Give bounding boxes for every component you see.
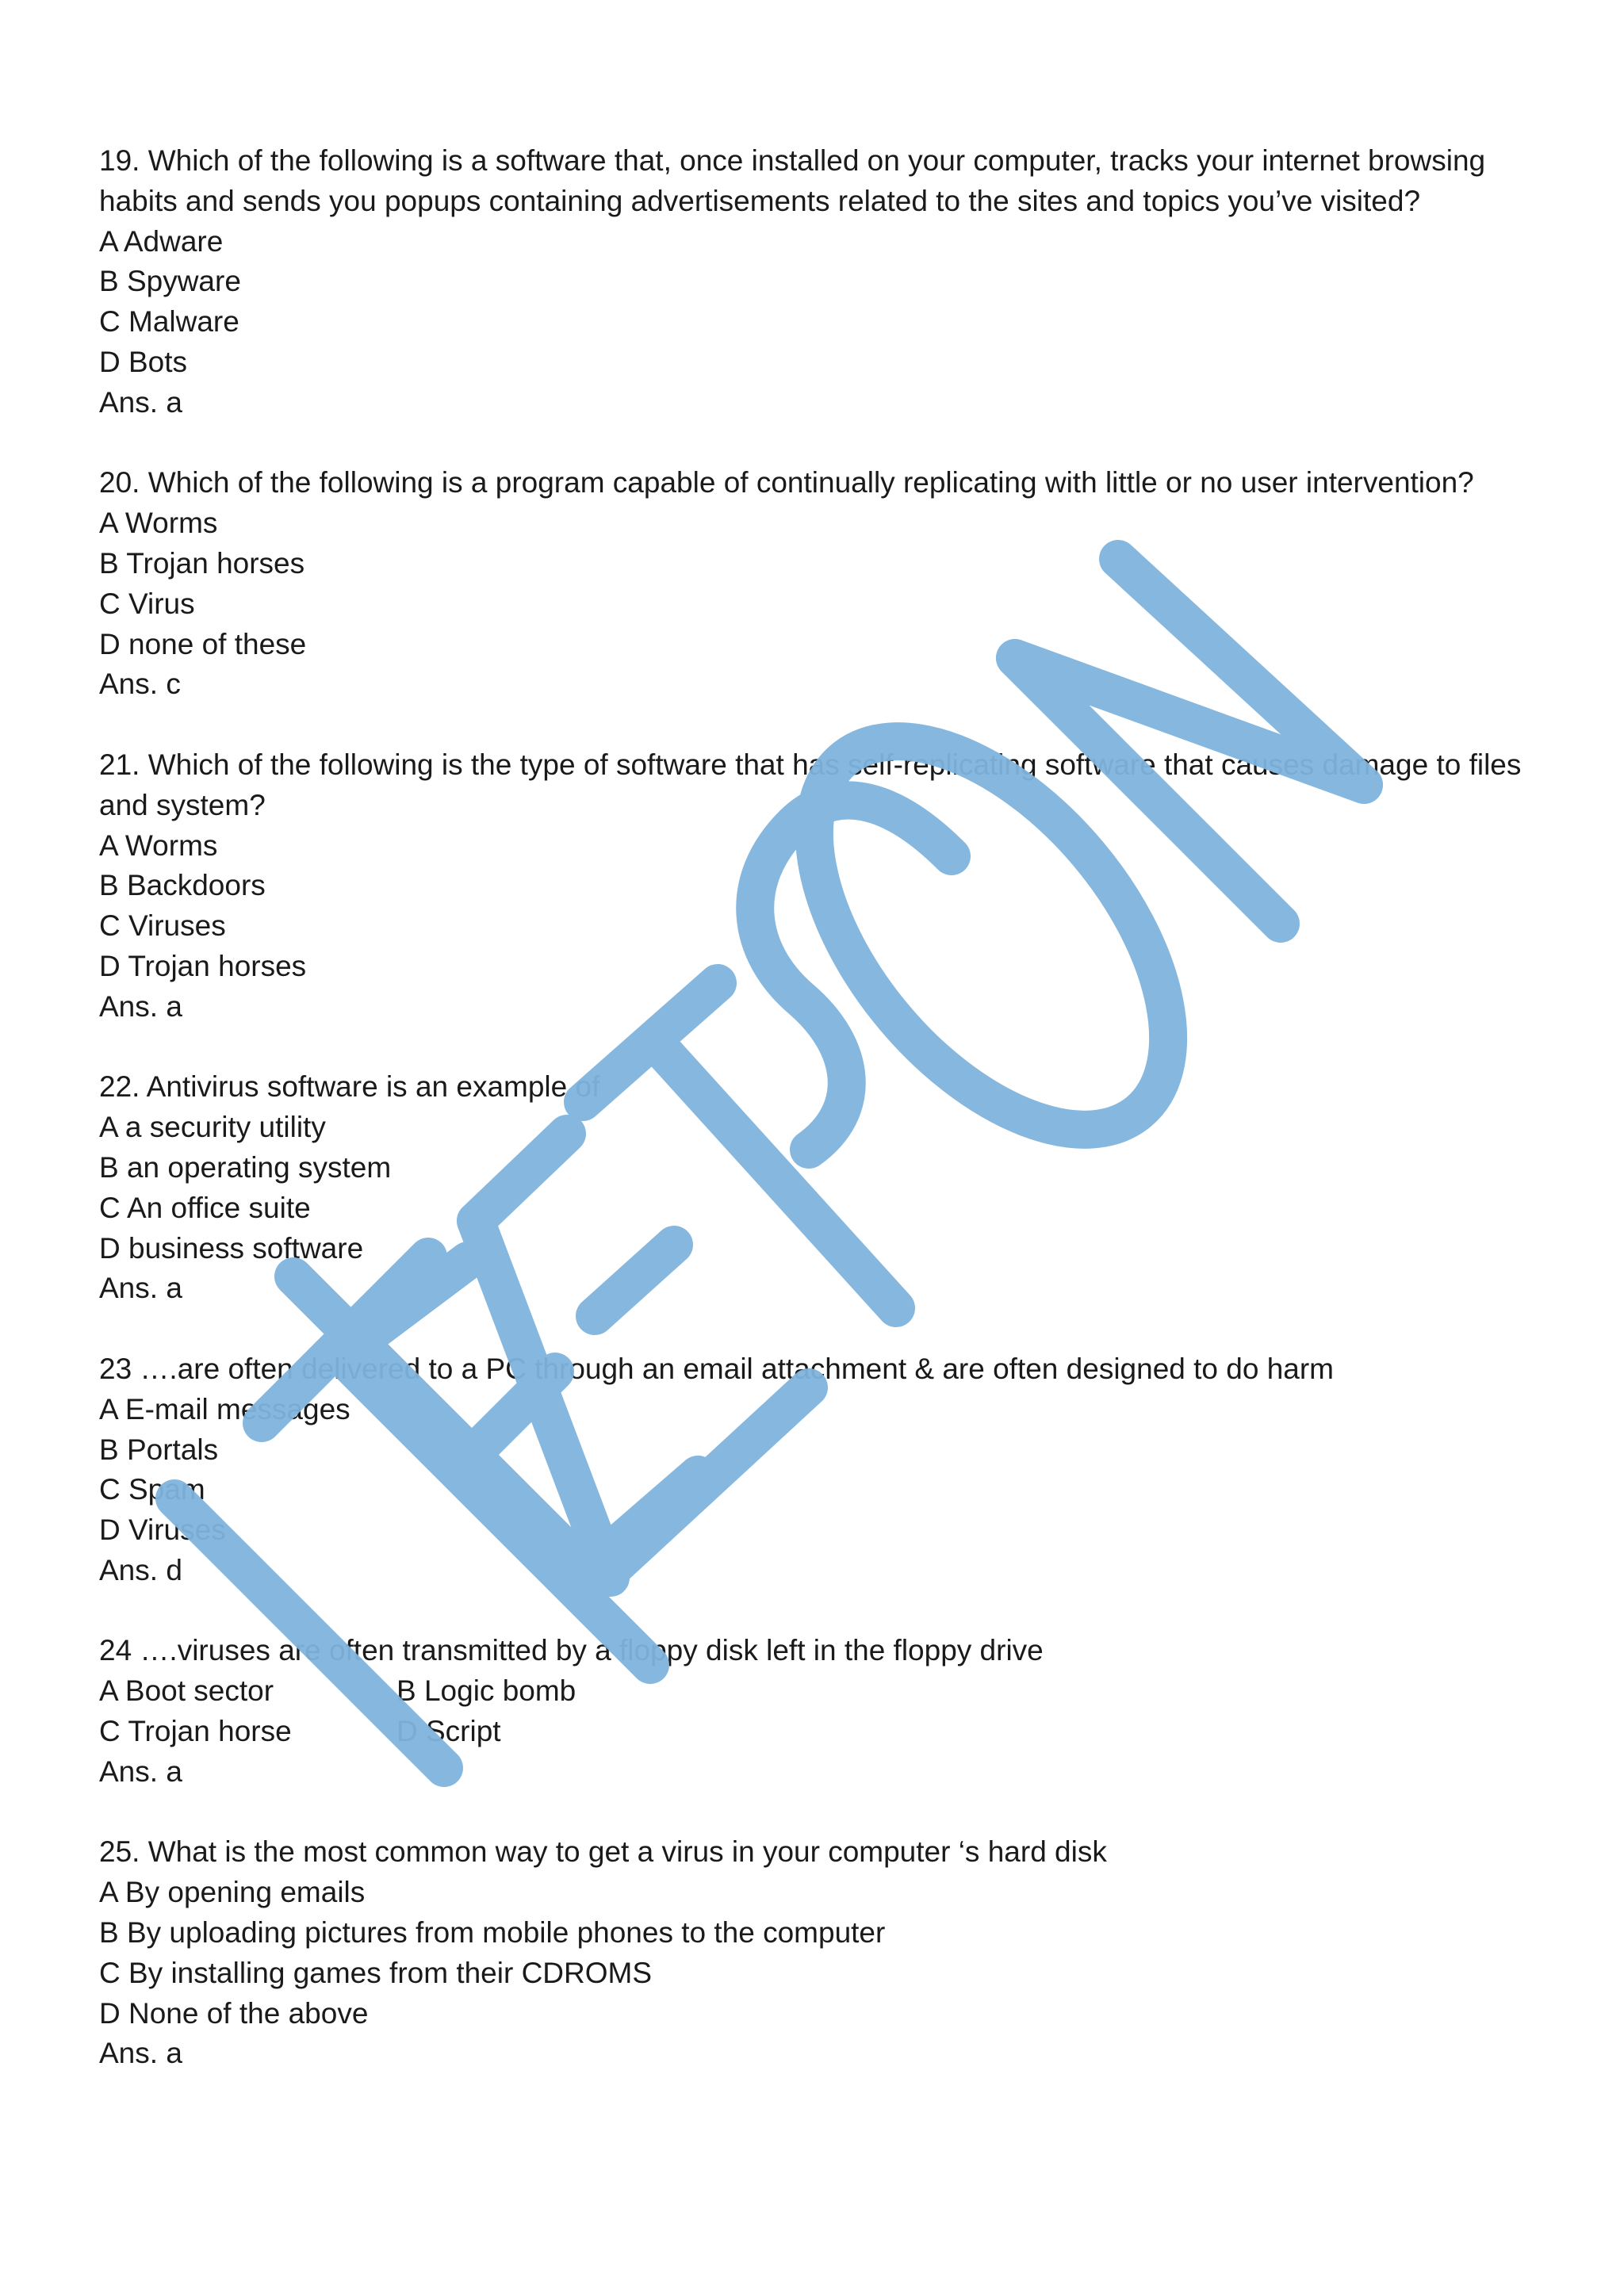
option: B Logic bomb <box>396 1674 576 1708</box>
option: A Worms <box>99 507 218 540</box>
option: D Bots <box>99 345 188 378</box>
question-25 <box>99 1832 1526 2074</box>
option: B Portals <box>99 1433 219 1466</box>
question-20 <box>99 463 1526 705</box>
option: B Trojan horses <box>99 546 305 580</box>
option: D Script <box>396 1715 501 1748</box>
question-text: 25. What is the most common way to get a virus in your computer ‘s hard disk <box>99 1835 1107 1869</box>
question-19 <box>99 141 1526 423</box>
question-text: 24 ….viruses are often transmitted by a floppy disk left in the floppy drive <box>99 1634 1044 1667</box>
option: D Viruses <box>99 1513 226 1547</box>
answer: Ans. c <box>99 668 181 701</box>
option: A Boot sector <box>99 1674 274 1708</box>
option-row <box>99 1671 1526 1712</box>
question-text: 22. Antivirus software is an example of <box>99 1070 600 1104</box>
watermark-text: HEETSON <box>801 1143 840 1152</box>
option: C Virus <box>99 587 195 620</box>
option: A a security utility <box>99 1111 326 1144</box>
option: D None of the above <box>99 1996 369 2030</box>
answer: Ans. a <box>99 1272 182 1305</box>
option: C Viruses <box>99 909 226 943</box>
option: B an operating system <box>99 1150 392 1184</box>
option: C Malware <box>99 305 239 339</box>
option: D Trojan horses <box>99 949 307 982</box>
option: B Backdoors <box>99 869 266 902</box>
question-21 <box>99 745 1526 1027</box>
question-22 <box>99 1067 1526 1309</box>
option: C Spam <box>99 1473 205 1506</box>
answer: Ans. a <box>99 2037 182 2070</box>
option: D business software <box>99 1231 364 1265</box>
option: A Worms <box>99 828 218 862</box>
option: B By uploading pictures from mobile phones to the computer <box>99 1916 886 1950</box>
option: C By installing games from their CDROMS <box>99 1956 653 1989</box>
answer: Ans. d <box>99 1553 182 1586</box>
option: A By opening emails <box>99 1876 366 1909</box>
answer: Ans. a <box>99 1755 182 1788</box>
option: C An office suite <box>99 1191 311 1224</box>
option: A Adware <box>99 224 224 258</box>
option: A E-mail messages <box>99 1392 350 1425</box>
option-row <box>99 1712 1526 1752</box>
question-24 <box>99 1631 1526 1792</box>
question-text: 23 ….are often delivered to a PC through an email attachment & are often designed to do harm <box>99 1352 1334 1385</box>
question-text: 19. Which of the following is a software that, once installed on your computer, tracks your internet browsing habits and sends you popups containing advertisements related to the sites and topics you’ve visited? <box>99 144 1486 217</box>
option: D none of these <box>99 627 307 660</box>
option: C Trojan horse <box>99 1715 292 1748</box>
answer: Ans. a <box>99 989 182 1023</box>
question-list <box>99 141 1526 2074</box>
question-text: 21. Which of the following is the type of software that has self-replicating software that causes damage to files and system? <box>99 748 1522 821</box>
question-23 <box>99 1349 1526 1591</box>
answer: Ans. a <box>99 385 182 419</box>
option: B Spyware <box>99 265 241 298</box>
question-text: 20. Which of the following is a program capable of continually replicating with little or no user intervention? <box>99 466 1474 499</box>
